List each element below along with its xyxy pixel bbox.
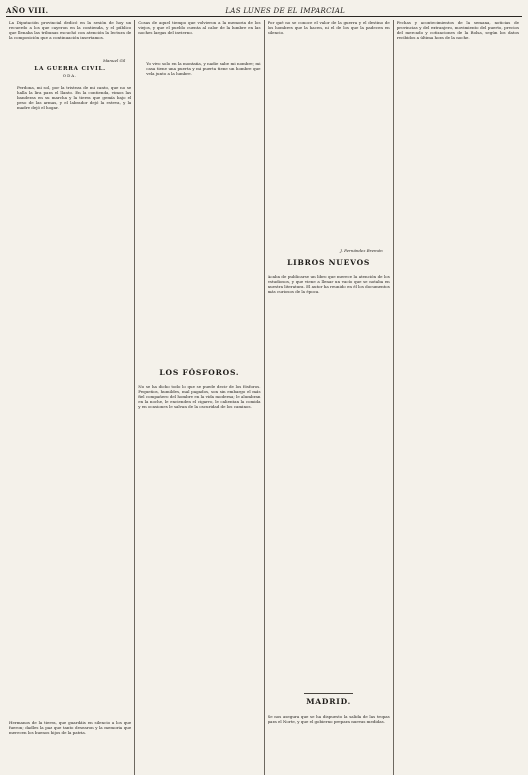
col1-title-block (9, 66, 131, 79)
col1-tail-text: Hermanos de la tierra, que guardáis en silencio a los que fueron; dadles la paz que tanto desearon y la memoria que merecen los buenos hijos de la patria. (9, 720, 132, 736)
col2-fosforos-text: No se ha dicho todo lo que se puede decir de los fósforos. Pequeños, humildes, mal pagados, son sin embargo el más fiel compañero del hombre en la vida moderna; le alumbran en la noche, le encienden el cigarro, le calientan la comida y en ocasiones le salvan de la oscuridad de los caminos. (138, 384, 261, 410)
col1-ode-text: Perdona, mi sol, por la tristeza de mi canto, que no se halla la lira para el llanto. En la contienda, vimos las banderas en su marcha y la tierra que gemía bajo el peso de las armas, y el labrador dejó la esteva, y la madre dejó el hogar. (17, 86, 132, 110)
madrid-title: MADRID. (306, 697, 352, 706)
oda-subtitle: ODA. (62, 73, 78, 78)
col3-madrid-text: Se nos asegura que se ha dispuesto la salida de las tropas para el Norte, y que el gobierno prepara nuevas medidas. (267, 714, 390, 725)
col2-top-text: Cosas de aquel tiempo que volvieron a la memoria de los viejos, y que el pueblo cuenta al calor de la lumbre en las noches largas del invierno. (138, 20, 261, 36)
fosforos-title: LOS FÓSFOROS. (159, 368, 240, 377)
libros-title: LIBROS NUEVOS (287, 258, 371, 267)
col2-poem-text: Yo vivo solo en la montaña, y nadie sabe mi nombre; mi casa tiene una puerta y mi puerta tiene un hombre que vela junto a la lumbre. (146, 62, 261, 76)
guerra-civil-title: LA GUERRA CIVIL. (34, 66, 106, 72)
newspaper-title: LAS LUNES DE EL IMPARCIAL (225, 7, 346, 15)
col3-signature: J. Fernández Bremón (340, 248, 383, 253)
col1-signature: Manuel Gil (102, 58, 126, 63)
libros-title-block (268, 258, 390, 268)
col3-top-text: Por qué no se conoce el valor de la guerra y el destino de los hombres que la hacen, ni el de los que la padecen en silencio. (267, 20, 390, 36)
col3-libros-text: Acaba de publicarse un libro que merece la atención de los estudiosos, y que viene a llenar un vacío que se notaba en nuestra literatura. El autor ha reunido en él los documentos más curiosos de la época. (267, 274, 390, 295)
madrid-rule (304, 693, 353, 694)
col1-intro-block (9, 20, 131, 64)
columns (6, 20, 522, 775)
column-3 (264, 20, 393, 775)
page-header (6, 3, 522, 17)
fosforos-title-block (138, 368, 260, 378)
col1-intro-text: La Diputación provincial dedicó en la sesión de hoy un recuerdo a los que cayeron en la contienda, y el público que llenaba las tribunas escuchó con atención la lectura de la composición que a continuación insertamos. (9, 20, 132, 41)
column-2 (134, 20, 263, 775)
issue-label: AÑO VIII. (6, 6, 49, 15)
column-1 (6, 20, 134, 775)
column-4 (393, 20, 522, 775)
madrid-title-block (268, 690, 390, 707)
col4-text: Fechas y acontecimientos de la semana, noticias de provincias y del extranjero, movimiento del puerto, precios del mercado y cotizaciones de la Bolsa, según los datos recibidos a última hora de la noche. (396, 20, 519, 41)
